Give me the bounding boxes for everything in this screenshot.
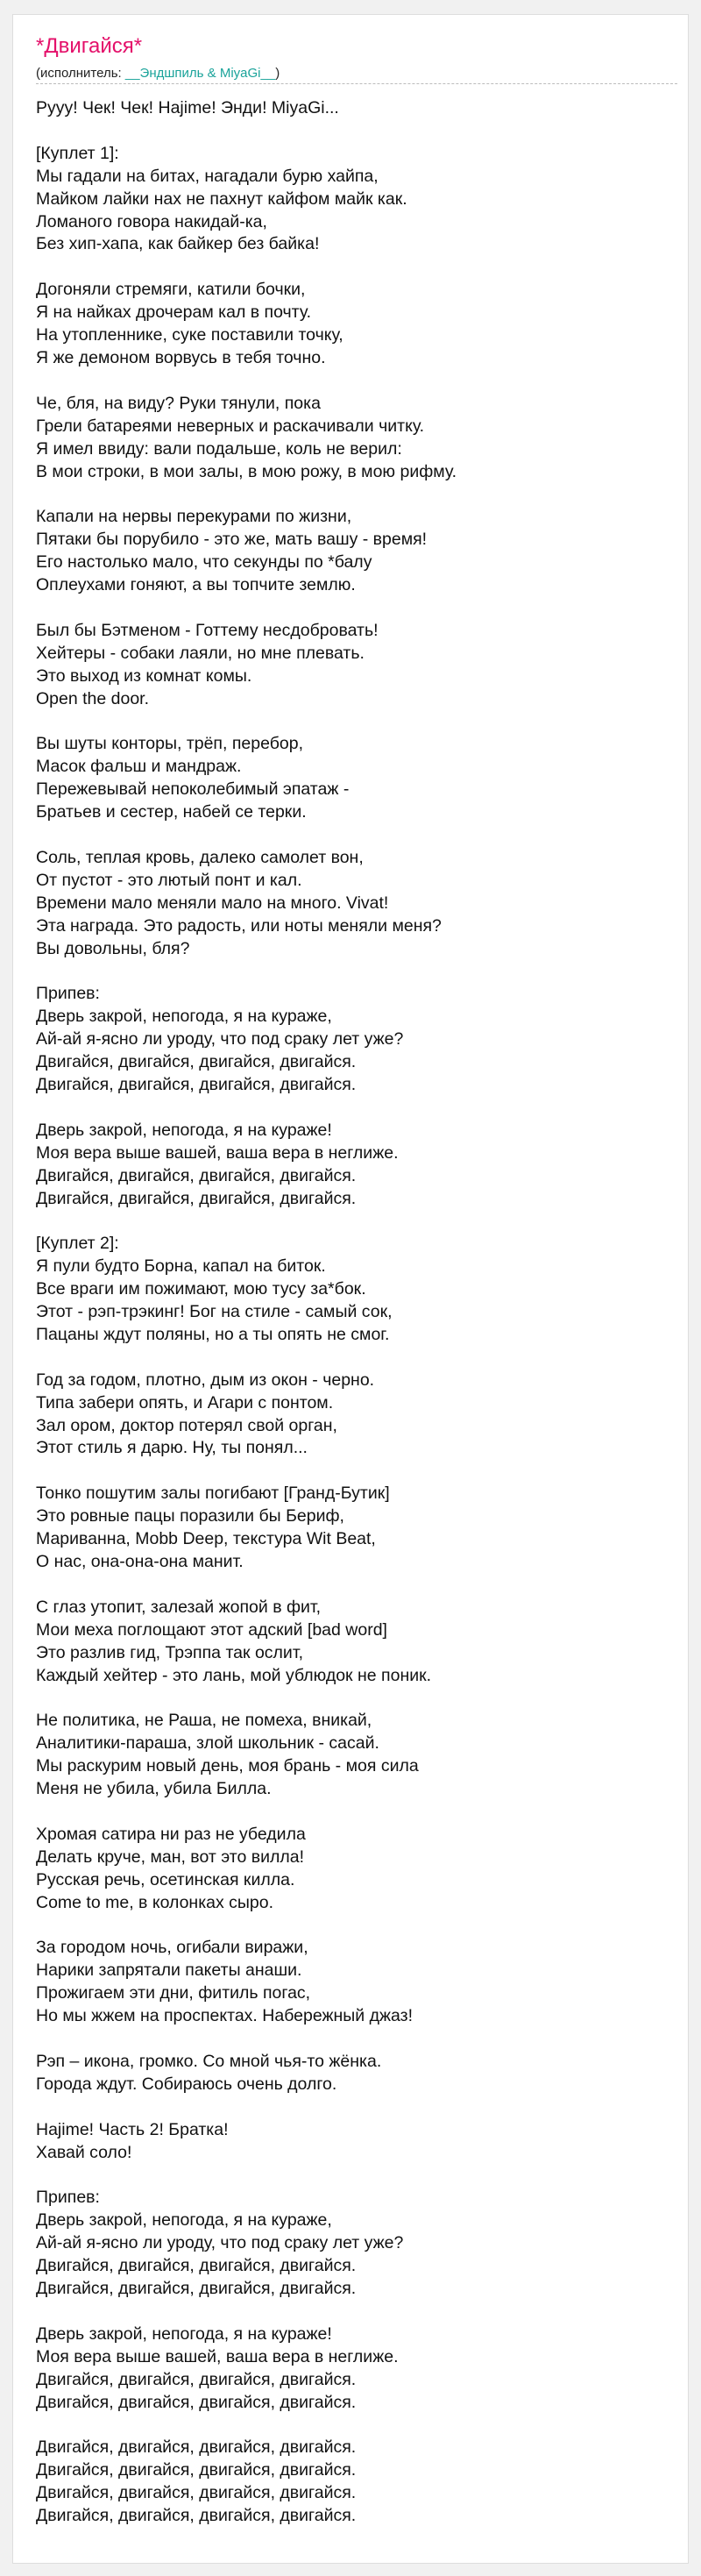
lyric-line: Вы довольны, бля? (36, 938, 190, 958)
lyric-line: Двигайся, двигайся, двигайся, двигайся. (36, 2279, 357, 2298)
lyric-line: Рэп – икона, громко. Со мной чья-то жёнка. (36, 2051, 382, 2071)
lyric-line: Эта награда. Это радость, или ноты меняли меня? (36, 915, 442, 936)
lyric-line: Этот стиль я дарю. Ну, ты понял... (36, 1438, 308, 1458)
lyric-line: Двигайся, двигайся, двигайся, двигайся. (36, 2506, 357, 2526)
lyric-line: Ай-ай я-ясно ли уроду, что под сраку лет уже? (36, 1029, 404, 1050)
lyric-blank-line (36, 2414, 684, 2437)
lyric-blank-line (36, 710, 684, 733)
lyric-line: Я на найках дрочерам кал в почту. (36, 302, 312, 323)
lyric-line: Пятаки бы порубило - это же, мать вашу - время! (36, 530, 428, 550)
lyric-line: Соль, теплая кровь, далеко самолет вон, (36, 847, 364, 867)
lyric-line: Мариванна, Mobb Deep, текстура Wit Beat, (36, 1529, 376, 1549)
lyric-line: В мои строки, в мои залы, в мою рожу, в мою рифму. (36, 461, 457, 481)
lyric-line: Хавай соло! (36, 2142, 132, 2162)
lyric-line: Все враги им пожимают, мою тусу за*бок. (36, 1279, 366, 1299)
lyric-line: Hajime! Часть 2! Братка! (36, 2119, 229, 2139)
lyric-line: С глаз утопит, залезай жопой в фит, (36, 1597, 322, 1617)
lyric-line: Мои меха поглощают этот адский [bad word] (36, 1619, 387, 1640)
lyric-line: Это разлив гид, Трэппа так ослит, (36, 1642, 304, 1662)
lyric-blank-line (36, 1687, 684, 1710)
lyric-line: Зал ором, доктор потерял свой орган, (36, 1415, 337, 1435)
lyric-line: Че, бля, на виду? Руки тянули, пока (36, 393, 321, 413)
artist-suffix: ) (275, 66, 280, 81)
lyric-line: Города ждут. Собираюсь очень долго. (36, 2074, 337, 2094)
lyric-line: От пустот - это лютый понт и кал. (36, 870, 302, 890)
lyric-line: Двигайся, двигайся, двигайся, двигайся. (36, 1052, 357, 1072)
lyric-line: Я имел ввиду: вали подальше, коль не верил: (36, 438, 402, 459)
lyrics-card (12, 14, 689, 2564)
lyric-line: Ломаного говора накидай-ка, (36, 211, 267, 231)
lyric-blank-line (36, 597, 684, 620)
lyric-line: Был бы Бэтменом - Готтему несдобровать! (36, 620, 379, 640)
lyric-line: Пацаны ждут поляны, но а ты опять не смог. (36, 1324, 390, 1344)
lyric-line: Двигайся, двигайся, двигайся, двигайся. (36, 2460, 357, 2480)
lyric-line: Дверь закрой, непогода, я на кураже! (36, 2323, 332, 2344)
lyric-line: Оплеухами гоняют, а вы топчите землю. (36, 575, 356, 595)
lyric-line: Его настолько мало, что секунды по *балу (36, 552, 372, 573)
lyric-line: Аналитики-параша, злой школьник - сасай. (36, 1733, 379, 1754)
lyric-line: Двигайся, двигайся, двигайся, двигайся. (36, 1074, 357, 1094)
lyric-line: [Куплет 2]: (36, 1234, 119, 1254)
lyric-line: Моя вера выше вашей, ваша вера в неглиже. (36, 2346, 399, 2366)
lyric-line: Масок фальш и мандраж. (36, 757, 242, 777)
lyric-line: Времени мало меняли мало на много. Vivat! (36, 893, 389, 913)
lyric-line: Майком лайки нах не пахнут кайфом майк как. (36, 189, 407, 209)
lyric-line: Мы гадали на битах, нагадали бурю хайпа, (36, 166, 379, 186)
lyric-line: Хейтеры - собаки лаяли, но мне плевать. (36, 643, 365, 663)
lyric-line: Пережевывай непоколебимый эпатаж - (36, 779, 350, 800)
lyric-line: Open the door. (36, 688, 150, 708)
lyric-line: Двигайся, двигайся, двигайся, двигайся. (36, 1188, 357, 1208)
lyric-line: Хромая сатира ни раз не убедила (36, 1824, 306, 1844)
lyric-line: Делать круче, ман, вот это вилла! (36, 1847, 304, 1867)
lyric-line: Капали на нервы перекурами по жизни, (36, 507, 352, 527)
lyric-line: Грели батареями неверных и раскачивали читку. (36, 416, 425, 436)
lyric-line: О нас, она-она-она манит. (36, 1552, 244, 1571)
lyric-line: Двигайся, двигайся, двигайся, двигайся. (36, 2256, 357, 2276)
lyric-blank-line (36, 120, 684, 143)
lyric-line: Это ровные пацы поразили бы Бериф, (36, 1506, 344, 1526)
lyric-line: Прожигаем эти дни, фитиль погас, (36, 1983, 311, 2003)
lyric-blank-line (36, 1915, 684, 1938)
lyric-line: Это выход из комнат комы. (36, 665, 252, 686)
lyric-blank-line (36, 824, 684, 847)
lyric-line: Двигайся, двигайся, двигайся, двигайся. (36, 2483, 357, 2503)
lyric-line: Вы шуты конторы, трёп, перебор, (36, 734, 303, 754)
lyric-line: Дверь закрой, непогода, я на кураже, (36, 1007, 332, 1027)
lyric-line: За городом ночь, огибали виражи, (36, 1938, 308, 1958)
lyric-line: Год за годом, плотно, дым из окон - черно. (36, 1370, 375, 1390)
artist-link[interactable]: __Эндшпиль & MiyaGi__ (124, 66, 276, 81)
lyric-line: Двигайся, двигайся, двигайся, двигайся. (36, 1165, 357, 1185)
lyric-line: Этот - рэп-трэкинг! Бог на стиле - самый сок, (36, 1302, 393, 1322)
lyric-blank-line (36, 483, 684, 506)
lyric-line: Не политика, не Раша, не помеха, вникай, (36, 1711, 372, 1731)
lyric-line: Дверь закрой, непогода, я на кураже! (36, 1120, 332, 1140)
lyric-line: Русская речь, осетинская килла. (36, 1869, 295, 1889)
lyric-line: Нарики запрятали пакеты анаши. (36, 1960, 302, 1981)
lyric-line: Но мы жжем на проспектах. Набережный джаз! (36, 2006, 414, 2026)
lyric-line: Я же демоном ворвусь в тебя точно. (36, 347, 326, 367)
lyric-line: Догоняли стремяги, катили бочки, (36, 280, 306, 300)
lyric-line: Ай-ай я-ясно ли уроду, что под сраку лет уже? (36, 2233, 404, 2253)
lyric-blank-line (36, 1210, 684, 1233)
lyric-blank-line (36, 1097, 684, 1120)
artist-prefix: (исполнитель: (36, 66, 125, 81)
lyric-line: Припев: (36, 2188, 100, 2208)
lyric-line: Я пули будто Борна, капал на биток. (36, 1256, 326, 1277)
lyric-line: Двигайся, двигайся, двигайся, двигайся. (36, 2369, 357, 2389)
lyric-blank-line (36, 1460, 684, 1483)
lyric-blank-line (36, 2164, 684, 2187)
lyric-blank-line (36, 1801, 684, 1824)
lyric-line: Типа забери опять, и Агари с понтом. (36, 1392, 334, 1413)
lyric-line: Меня не убила, убила Билла. (36, 1779, 272, 1799)
lyric-blank-line (36, 2096, 684, 2119)
artist-line (36, 66, 280, 81)
lyric-line: Каждый хейтер - это лань, мой ублюдок не поник. (36, 1665, 432, 1685)
lyric-line: На утопленнике, суке поставили точку, (36, 325, 343, 345)
lyric-line: Рууу! Чек! Чек! Hajime! Энди! MiyaGi... (36, 98, 339, 117)
lyric-line: Моя вера выше вашей, ваша вера в неглиже. (36, 1142, 399, 1163)
lyric-line: Тонко пошутим залы погибают [Гранд-Бутик] (36, 1484, 390, 1504)
lyric-blank-line (36, 1574, 684, 1597)
lyrics-body (36, 97, 684, 2528)
lyric-line: Дверь закрой, непогода, я на кураже, (36, 2210, 332, 2231)
lyric-line: Припев: (36, 984, 100, 1004)
lyric-blank-line (36, 960, 684, 983)
lyric-line: Двигайся, двигайся, двигайся, двигайся. (36, 2392, 357, 2412)
lyric-blank-line (36, 2028, 684, 2051)
lyric-blank-line (36, 2301, 684, 2323)
lyric-line: Мы раскурим новый день, моя брань - моя сила (36, 1756, 419, 1776)
lyric-line: [Куплет 1]: (36, 143, 119, 163)
lyric-blank-line (36, 256, 684, 279)
lyric-line: Братьев и сестер, набей се терки. (36, 802, 307, 822)
lyric-line: Без хип-хапа, как байкер без байка! (36, 234, 320, 254)
lyric-line: Двигайся, двигайся, двигайся, двигайся. (36, 2437, 357, 2458)
lyric-line: Come to me, в колонках сыро. (36, 1892, 274, 1912)
lyric-blank-line (36, 1347, 684, 1370)
lyric-blank-line (36, 370, 684, 393)
title-divider (36, 83, 677, 84)
song-title: *Двигайся* (36, 34, 143, 58)
